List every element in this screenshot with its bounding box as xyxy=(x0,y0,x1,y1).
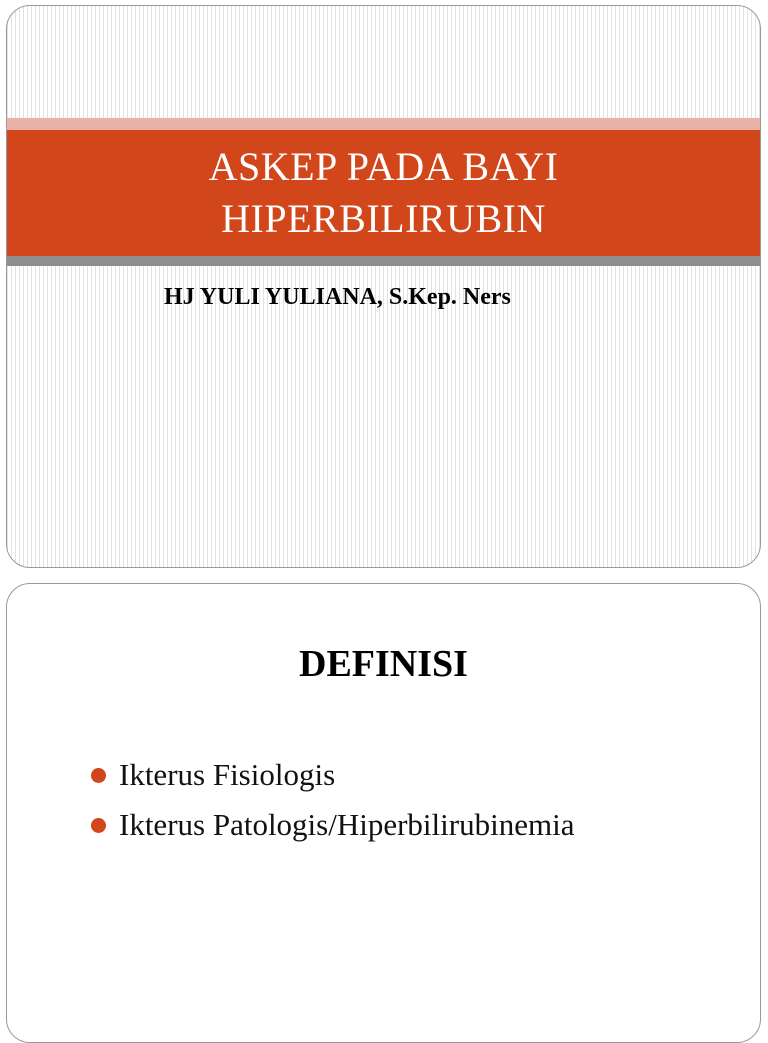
bullet-item xyxy=(81,750,574,800)
bullet-dot-icon xyxy=(91,768,106,783)
bullet-dot-icon xyxy=(91,818,106,833)
slide-subtitle: HJ YULI YULIANA, S.Kep. Ners xyxy=(164,284,511,310)
title-slide xyxy=(6,5,761,568)
title-band xyxy=(7,130,760,256)
definition-slide xyxy=(6,583,761,1043)
title-top-stripe xyxy=(7,118,760,130)
slide-title: ASKEP PADA BAYI HIPERBILIRUBIN xyxy=(208,144,559,241)
bullet-text: Ikterus Fisiologis xyxy=(119,757,336,792)
title-bottom-stripe xyxy=(7,256,760,266)
bullet-text: Ikterus Patologis/Hiperbilirubinemia xyxy=(119,807,575,842)
bullet-item xyxy=(81,800,574,850)
slide-heading: DEFINISI xyxy=(299,643,468,685)
bullet-list xyxy=(81,750,574,850)
